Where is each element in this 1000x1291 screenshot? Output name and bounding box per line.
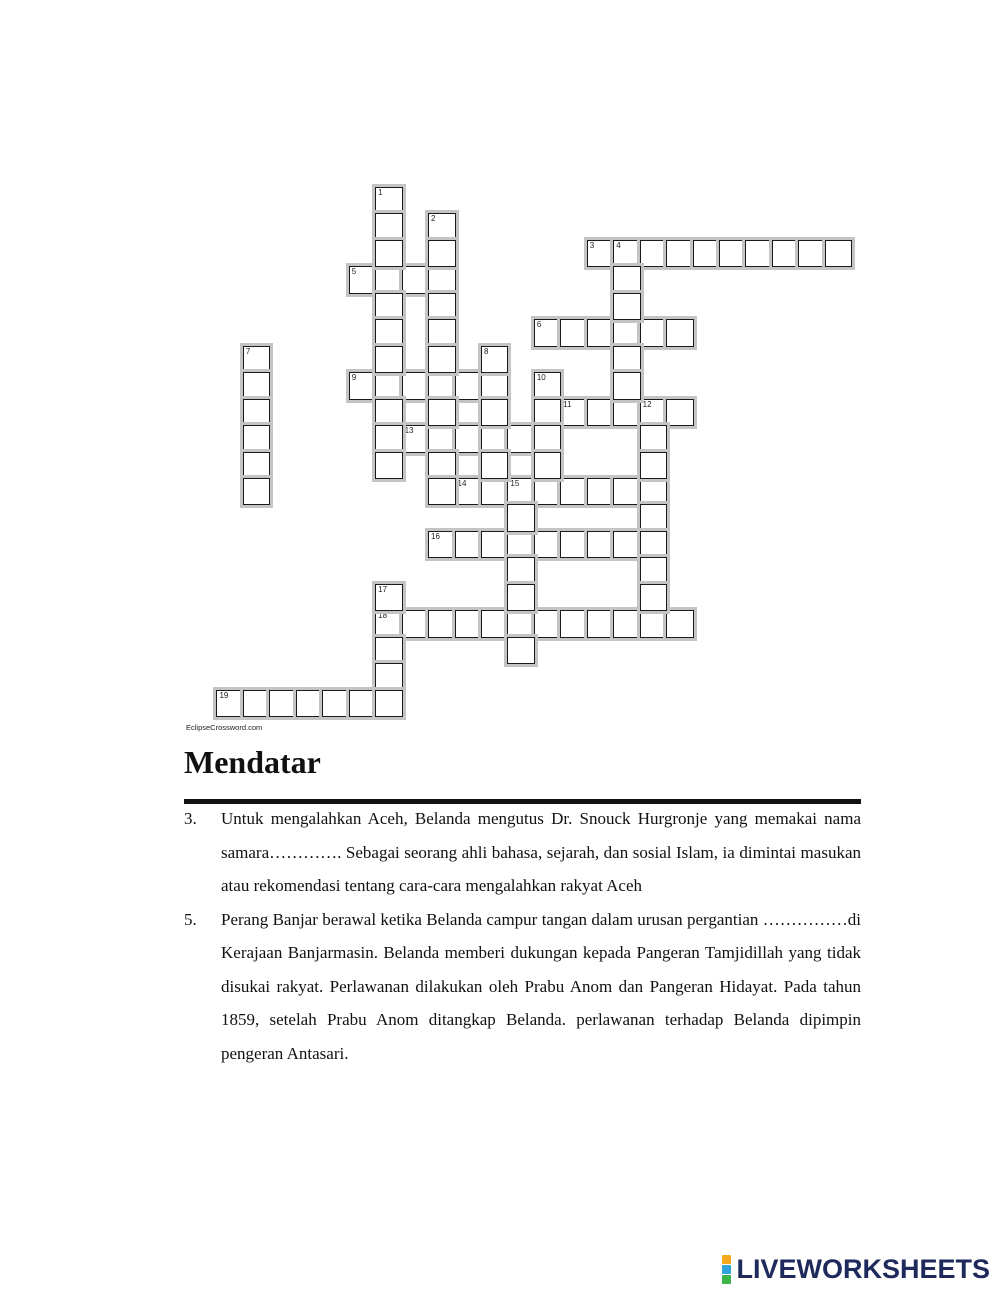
- clue-number: 5.: [184, 909, 197, 929]
- clue-number-label: 12: [642, 399, 652, 409]
- crossword-cell[interactable]: [428, 213, 456, 241]
- crossword-cell[interactable]: [428, 399, 456, 427]
- crossword-cell[interactable]: [375, 266, 403, 294]
- crossword-cell[interactable]: [534, 399, 562, 427]
- crossword-cell[interactable]: [587, 399, 615, 427]
- crossword-cell[interactable]: [640, 478, 668, 506]
- crossword-cell[interactable]: [560, 399, 588, 427]
- clue-number-label: 10: [536, 373, 546, 383]
- crossword-cell[interactable]: [693, 240, 721, 268]
- crossword-cell[interactable]: [402, 266, 430, 294]
- crossword-cell[interactable]: [243, 372, 271, 400]
- crossword-cell[interactable]: [587, 531, 615, 559]
- crossword-cell[interactable]: [507, 478, 535, 506]
- crossword-cell[interactable]: [375, 319, 403, 347]
- crossword-cell[interactable]: [243, 425, 271, 453]
- crossword-cell[interactable]: [375, 399, 403, 427]
- crossword-cell[interactable]: [428, 293, 456, 321]
- crossword-cell[interactable]: [428, 452, 456, 480]
- crossword-cell[interactable]: [428, 372, 456, 400]
- crossword-cell[interactable]: [666, 399, 694, 427]
- crossword-cell[interactable]: [243, 399, 271, 427]
- crossword-cell[interactable]: [719, 240, 747, 268]
- crossword-cell[interactable]: [613, 240, 641, 268]
- crossword-cell[interactable]: [455, 531, 483, 559]
- crossword-cell[interactable]: [666, 240, 694, 268]
- crossword-cell[interactable]: [375, 213, 403, 241]
- clue-number-label: 8: [483, 346, 489, 356]
- crossword-cell[interactable]: [455, 610, 483, 638]
- clue-number-label: 14: [457, 478, 467, 488]
- clue-number-label: 6: [536, 320, 542, 330]
- brand-label: LIVEWORKSHEETS: [736, 1254, 990, 1284]
- crossword-cell[interactable]: [613, 531, 641, 559]
- crossword-cell[interactable]: [587, 240, 615, 268]
- crossword-cell[interactable]: [375, 372, 403, 400]
- crossword-cell[interactable]: [587, 319, 615, 347]
- crossword-cell[interactable]: [296, 690, 324, 718]
- crossword-cell[interactable]: [640, 240, 668, 268]
- crossword-cell[interactable]: [534, 372, 562, 400]
- clue-number-label: 18: [378, 611, 388, 621]
- crossword-cell[interactable]: [375, 346, 403, 374]
- crossword-cell[interactable]: [666, 610, 694, 638]
- crossword-cell[interactable]: [507, 584, 535, 612]
- clue-number-label: 7: [245, 346, 251, 356]
- crossword-cell[interactable]: [613, 399, 641, 427]
- crossword-cell[interactable]: [428, 319, 456, 347]
- crossword-cell[interactable]: [243, 478, 271, 506]
- crossword-cell[interactable]: [772, 240, 800, 268]
- crossword-cell[interactable]: [375, 425, 403, 453]
- crossword-cell[interactable]: [428, 266, 456, 294]
- crossword-cell[interactable]: [402, 610, 430, 638]
- crossword-cell[interactable]: [455, 372, 483, 400]
- crossword-cell[interactable]: [534, 425, 562, 453]
- clue-number-label: 16: [431, 531, 440, 541]
- crossword-cell[interactable]: [640, 319, 668, 347]
- crossword-cell[interactable]: [745, 240, 773, 268]
- crossword-cell[interactable]: [560, 610, 588, 638]
- crossword-cell[interactable]: [640, 452, 668, 480]
- crossword-cell[interactable]: [666, 319, 694, 347]
- clue-number-label: 9: [351, 373, 357, 383]
- liveworksheets-icon: [722, 1255, 731, 1284]
- crossword-cell[interactable]: [640, 531, 668, 559]
- crossword-cell[interactable]: [428, 346, 456, 374]
- crossword-cell[interactable]: [507, 557, 535, 585]
- crossword-cell[interactable]: [375, 584, 403, 612]
- crossword-cell[interactable]: [349, 266, 377, 294]
- crossword-cell[interactable]: [481, 399, 509, 427]
- clue-item-3: [184, 802, 861, 903]
- crossword-cell[interactable]: [243, 346, 271, 374]
- clue-item-5: [184, 903, 861, 1071]
- crossword-cell[interactable]: [375, 293, 403, 321]
- crossword-cell[interactable]: [375, 610, 403, 638]
- crossword-cell[interactable]: [507, 610, 535, 638]
- crossword-cell[interactable]: [534, 319, 562, 347]
- crossword-cell[interactable]: [481, 610, 509, 638]
- crossword-cell[interactable]: [613, 478, 641, 506]
- crossword-credit: EclipseCrossword.com: [186, 723, 263, 732]
- crossword-cell[interactable]: [640, 610, 668, 638]
- crossword-cell[interactable]: [613, 346, 641, 374]
- crossword-cell[interactable]: [216, 690, 244, 718]
- crossword-cell[interactable]: [481, 372, 509, 400]
- clue-number-label: 19: [219, 690, 229, 700]
- clue-number-label: 13: [404, 426, 414, 436]
- crossword-cell[interactable]: [402, 425, 430, 453]
- crossword-cell[interactable]: [613, 372, 641, 400]
- crossword-cell[interactable]: [507, 531, 535, 559]
- crossword-cell[interactable]: [402, 372, 430, 400]
- clue-number-label: 3: [589, 240, 595, 250]
- crossword-cell[interactable]: [507, 504, 535, 532]
- crossword-cell[interactable]: [481, 531, 509, 559]
- crossword-cell[interactable]: [428, 240, 456, 268]
- crossword-cell[interactable]: [613, 319, 641, 347]
- crossword-cell[interactable]: [640, 557, 668, 585]
- crossword-cell[interactable]: [349, 690, 377, 718]
- crossword-cell[interactable]: [243, 452, 271, 480]
- clue-number-label: 17: [378, 584, 388, 594]
- section-heading-mendatar: Mendatar: [184, 744, 321, 780]
- crossword-cell[interactable]: [481, 425, 509, 453]
- crossword-cell[interactable]: [428, 425, 456, 453]
- crossword-cell[interactable]: [375, 637, 403, 665]
- crossword-cell[interactable]: [587, 610, 615, 638]
- crossword-cell[interactable]: [428, 478, 456, 506]
- crossword-cell[interactable]: [349, 372, 377, 400]
- crossword-cell[interactable]: [375, 690, 403, 718]
- crossword-cell[interactable]: [269, 690, 297, 718]
- crossword-cell[interactable]: [428, 610, 456, 638]
- crossword-cell[interactable]: [640, 504, 668, 532]
- clue-text: Perang Banjar berawal ketika Belanda campur tangan dalam urusan pergantian ……………di Kerajaan Banjarmasin. Belanda memberi dukungan kepada Pangeran Tamjidillah yang tidak disukai rakyat. Perlawanan dilakukan oleh Prabu Anom dan Pangeran Hidayat. Pada tahun 1859, setelah Prabu Anom ditangkap Belanda. perlawanan terhadap Belanda dipimpin pengeran Antasari.: [221, 909, 861, 1063]
- clue-number: 3.: [184, 809, 197, 828]
- clue-number-label: 4: [616, 240, 621, 250]
- crossword-cell[interactable]: [481, 346, 509, 374]
- clue-text: Untuk mengalahkan Aceh, Belanda mengutus Dr. Snouck Hurgronje yang memakai nama samara…………. Sebagai seorang ahli bahasa, sejarah, dan sosial Islam, ia dimintai masukan atau rekomendasi tentang cara-cara mengalahkan rakyat Aceh: [221, 809, 861, 895]
- crossword-cell[interactable]: [798, 240, 826, 268]
- crossword-cell[interactable]: [375, 452, 403, 480]
- crossword-cell[interactable]: [322, 690, 350, 718]
- crossword-cell[interactable]: [507, 637, 535, 665]
- clue-number-label: 11: [563, 399, 572, 409]
- crossword-cell[interactable]: [825, 240, 853, 268]
- clue-list: [184, 802, 861, 1070]
- crossword-cell[interactable]: [640, 584, 668, 612]
- clue-number-label: 5: [351, 267, 357, 277]
- crossword-cell[interactable]: [455, 478, 483, 506]
- crossword-cell[interactable]: [507, 425, 535, 453]
- crossword-cell[interactable]: [243, 690, 271, 718]
- crossword-cell[interactable]: [640, 399, 668, 427]
- crossword-cell[interactable]: [560, 478, 588, 506]
- clue-number-label: 15: [510, 478, 520, 488]
- crossword-cell[interactable]: [560, 319, 588, 347]
- crossword-cell[interactable]: [375, 663, 403, 691]
- crossword-cell[interactable]: [375, 187, 403, 215]
- crossword-cell[interactable]: [587, 478, 615, 506]
- crossword-cell[interactable]: [375, 240, 403, 268]
- liveworksheets-logo: [722, 1254, 990, 1285]
- crossword-cell[interactable]: [534, 478, 562, 506]
- clue-number-label: 2: [431, 214, 436, 224]
- crossword-cell[interactable]: [481, 478, 509, 506]
- crossword-cell[interactable]: [613, 293, 641, 321]
- crossword-cell[interactable]: [428, 531, 456, 559]
- crossword-cell[interactable]: [613, 610, 641, 638]
- crossword-cell[interactable]: [481, 452, 509, 480]
- crossword-cell[interactable]: [534, 610, 562, 638]
- clue-number-label: 1: [378, 188, 383, 197]
- crossword-cell[interactable]: [534, 531, 562, 559]
- crossword-cell[interactable]: [455, 425, 483, 453]
- crossword-cell[interactable]: [613, 266, 641, 294]
- crossword-cell[interactable]: [640, 425, 668, 453]
- crossword-cell[interactable]: [534, 452, 562, 480]
- crossword-cell[interactable]: [560, 531, 588, 559]
